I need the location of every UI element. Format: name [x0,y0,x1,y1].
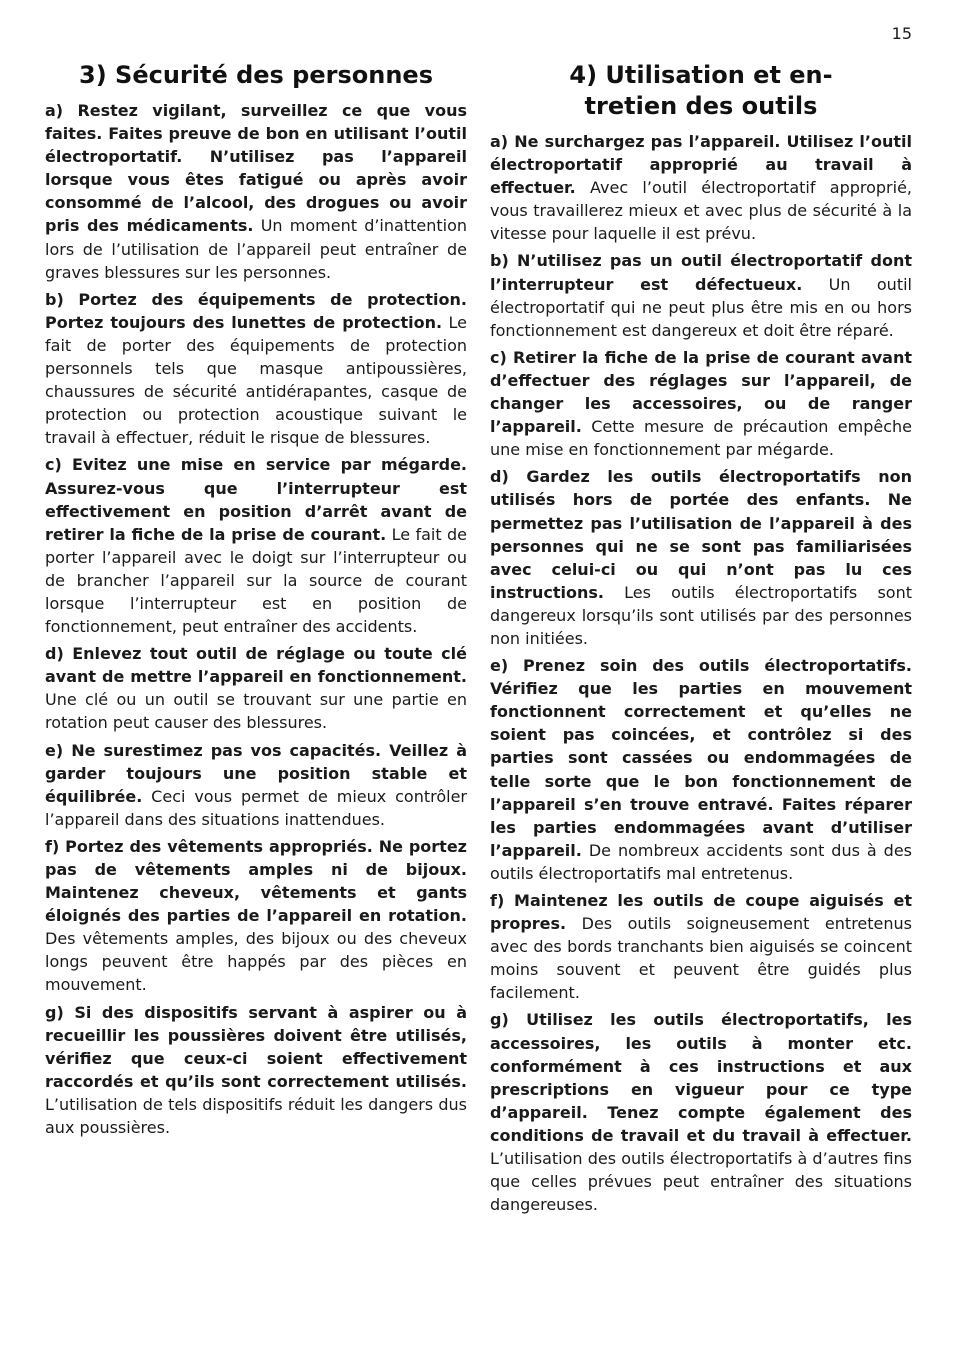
instruction-text: Les outils électroportatifs sont dangereux lorsqu’ils sont utilisés par des personnes non initiées. [490,582,912,648]
instruction-bold: f) Portez des vêtements appropriés. Ne portez pas de vêtements amples ni de bijoux. Maintenez cheveux, vêtements et gants éloignés des parties de l’appareil en rotation. [45,836,467,926]
section-title [490,60,912,122]
paragraph-item [490,130,912,245]
instruction-text: Cette mesure de précaution empêche une mise en fonctionnement par mégarde. [490,417,912,460]
paragraph-item [45,642,467,734]
instruction-bold: a) Ne surchargez pas l’appareil. Utilisez l’outil électroportatif approprié au travail à effectuer. [490,132,912,198]
page-number: 15 [891,24,912,43]
paragraph-item [45,739,467,831]
instruction-bold: c) Evitez une mise en service par mégarde. Assurez-vous que l’interrupteur est effectivement en position d’arrêt avant de retirer la fiche de la prise de courant. [45,455,467,544]
paragraph-item [45,1001,467,1140]
paragraph-item [45,453,467,638]
paragraph-item [490,1008,912,1216]
instruction-bold: d) Gardez les outils électroportatifs non utilisés hors de portée des enfants. Ne permettez pas l’utilisation de l’appareil à des personnes qui ne se sont pas familiarisées avec celui-ci ou qui n’ont pas lu ces instructions. [490,467,912,602]
instruction-bold: a) Restez vigilant, surveillez ce que vous faites. Faites preuve de bon en utilisant l’outil électroportatif. N’utilisez pas l’appareil lorsque vous êtes fatigué ou après avoir consommé de l’alcool, des drogues ou avoir pris des médicaments. [45,101,467,236]
instruction-text: Un outil électroportatif qui ne peut plus être mis en ou hors fonctionnement est dangereux et doit être réparé. [490,274,912,340]
instruction-bold: e) Prenez soin des outils électroportatifs. Vérifiez que les parties en mouvement fonctionnent correctement et qu’elles ne soient pas coincées, et contrôlez si des parties sont cassées ou endommagées de telle sorte que le bon fonctionnement de l’appareil s’en trouve entravé. Faites réparer les parties endommagées avant d’utiliser l’appareil. [490,656,912,860]
instruction-bold: b) Portez des équipements de protection. Portez toujours des lunettes de protection. [45,289,467,332]
section-title-line: tretien des outils [584,92,818,120]
instruction-text: Des vêtements amples, des bijoux ou des cheveux longs peuvent être happés par des pièces en mouvement. [45,929,467,995]
paragraph-item [490,249,912,341]
section-title-line: 4) Utilisation et en- [569,61,833,89]
instruction-text: Une clé ou un outil se trouvant sur une partie en rotation peut causer des blessures. [45,690,467,733]
instruction-text: L’utilisation des outils électroportatifs à d’autres fins que celles prévues peut entraîner des situations dangereuses. [490,1149,912,1215]
paragraph-item [490,654,912,885]
instruction-text: Des outils soigneusement entretenus avec des bords tranchants bien aiguisés se coincent moins souvent et peuvent être guidés plus facilement. [490,914,912,1003]
paragraph-item [45,288,467,450]
instruction-text: Avec l’outil électroportatif approprié, vous travaillerez mieux et avec plus de sécurité à la vitesse pour laquelle il est prévu. [490,178,912,244]
paragraph-item [490,889,912,1004]
instruction-bold: d) Enlevez tout outil de réglage ou toute clé avant de mettre l’appareil en fonctionnement. [45,644,467,687]
instruction-bold: g) Si des dispositifs servant à aspirer ou à recueillir les poussières doivent être utilisés, vérifiez que ceux-ci soient effectivement raccordés et qu’ils sont correctement utilisés. [45,1002,467,1091]
instruction-text: L’utilisation de tels dispositifs réduit les dangers dus aux poussières. [45,1094,467,1138]
section-title: 3) Sécurité des personnes [79,61,433,89]
section-personal-safety [45,60,467,1143]
instruction-bold: b) N’utilisez pas un outil électroportatif dont l’interrupteur est défectueux. [490,251,912,294]
paragraph-item [490,346,912,461]
instruction-text: Ceci vous permet de mieux contrôler l’appareil dans des situations inattendues. [45,786,467,829]
instruction-text: De nombreux accidents sont dus à des outils électroportatifs mal entretenus. [490,840,912,883]
instruction-bold: g) Utilisez les outils électroportatifs, les accessoires, les outils à monter etc. conformément à ces instructions et aux prescriptions en vigueur pour ce type d’appareil. Tenez compte également des conditions de travail et du travail à effectuer. [490,1010,912,1145]
paragraph-item [490,465,912,650]
instruction-text: Le fait de porter des équipements de protection personnels tels que masque antipoussières, chaussures de sécurité antidérapantes, casque de protection ou protection acoustique suivant le travail à effectuer, réduit le risque de blessures. [45,312,468,448]
instruction-bold: c) Retirer la fiche de la prise de courant avant d’effectuer des réglages sur l’appareil, de changer les accessoires, ou de ranger l’appareil. [490,347,912,437]
paragraph-item [45,835,467,997]
section-tool-use-maintenance [490,60,912,1220]
instruction-text: Le fait de porter l’appareil avec le doigt sur l’interrupteur ou de brancher l’appareil sur la source de courant lorsque l’interrupteur est en position de fonctionnement, peut entraîner des accidents. [45,524,467,637]
instruction-bold: f) Maintenez les outils de coupe aiguisés et propres. [490,891,912,934]
instruction-text: Un moment d’inattention lors de l’utilisation de l’appareil peut entraîner de graves blessures sur les personnes. [45,216,467,282]
paragraph-item [45,99,467,284]
instruction-bold: e) Ne surestimez pas vos capacités. Veillez à garder toujours une position stable et équilibrée. [45,740,467,806]
